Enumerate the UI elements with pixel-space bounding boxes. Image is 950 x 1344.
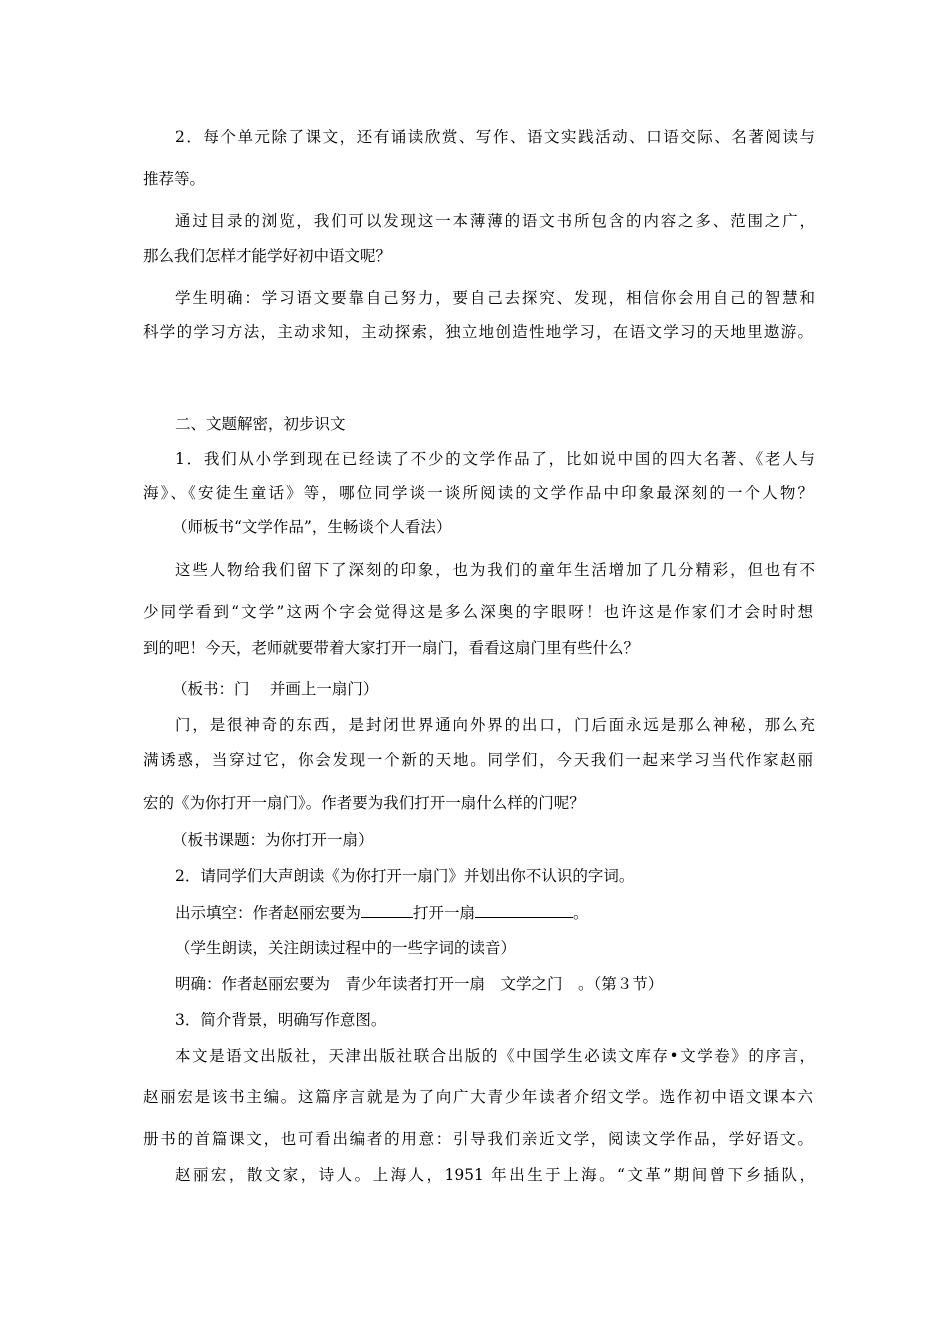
paragraph-line: 那么我们怎样才能学好初中语文呢？ [143, 247, 392, 265]
paragraph-line: （板书课题：为你打开一扇） [172, 831, 374, 849]
paragraph-line: 本文是语文出版社，天津出版社联合出版的《中国学生必读文库存•文学卷》的序言， [175, 1047, 815, 1065]
paragraph-line: 少同学看到“文学”这两个字会觉得这是多么深奥的字眼呀！也许这是作家们才会时时想 [143, 603, 813, 621]
answer-blank [361, 902, 413, 918]
paragraph-line: 推荐等。 [143, 170, 206, 188]
paragraph-line: 学生明确：学习语文要靠自己努力，要自己去探究、发现，相信你会用自己的智慧和 [175, 289, 815, 307]
fill-in-blank-line [175, 902, 815, 923]
fill-suffix: 。 [573, 904, 589, 922]
answer-blank [475, 902, 573, 918]
paragraph-line: 1．我们从小学到现在已经读了不少的文学作品了，比如说中国的四大名著、《老人与 [175, 450, 815, 468]
paragraph-line: 2．每个单元除了课文，还有诵读欣赏、写作、语文实践活动、口语交际、名著阅读与 [175, 128, 815, 146]
fill-middle: 打开一扇 [413, 904, 476, 922]
paragraph-line: 赵丽宏是该书主编。这篇序言就是为了向广大青少年读者介绍文学。选作初中语文课本六 [143, 1088, 813, 1106]
paragraph-line: （学生朗读，关注朗读过程中的一些字词的读音） [175, 939, 517, 957]
paragraph-line: 赵丽宏，散文家，诗人。上海人，1951 年出生于上海。“文革”期间曾下乡插队， [175, 1166, 815, 1184]
paragraph-line: 2．请同学们大声朗读《为你打开一扇门》并划出你不认识的字词。 [175, 867, 635, 885]
paragraph-line: 3．简介背景，明确写作意图。 [175, 1011, 387, 1029]
paragraph-line: 科学的学习方法，主动求知，主动探索，独立地创造性地学习，在语文学习的天地里遨游。 [143, 323, 813, 341]
paragraph-line: 通过目录的浏览，我们可以发现这一本薄薄的语文书所包含的内容之多、范围之广， [175, 212, 815, 230]
paragraph-line: 到的吧！今天，老师就要带着大家打开一扇门，看看这扇门里有些什么？ [143, 639, 640, 657]
section-heading: 二、文题解密，初步识文 [175, 415, 346, 433]
paragraph-line: 满诱惑，当穿过它，你会发现一个新的天地。同学们，今天我们一起来学习当代作家赵丽 [143, 751, 813, 769]
paragraph-line: 海》、《安徒生童话》等，哪位同学谈一谈所阅读的文学作品中印象最深刻的一个人物？ [143, 484, 813, 502]
paragraph-line: 这些人物给我们留下了深刻的印象，也为我们的童年生活增加了几分精彩，但也有不 [175, 561, 815, 579]
paragraph-line: （师板书“文学作品”，生畅谈个人看法） [172, 518, 452, 536]
paragraph-line: 明确：作者赵丽宏要为 青少年读者打开一扇 文学之门 。（第３节） [175, 975, 664, 993]
paragraph-line: 宏的《为你打开一扇门》。作者要为我们打开一扇什么样的门呢？ [143, 794, 585, 812]
paragraph-line: 册书的首篇课文，也可看出编者的用意：引导我们亲近文学，阅读文学作品，学好语文。 [143, 1130, 813, 1148]
paragraph-line: （板书：门 并画上一扇门） [172, 680, 379, 698]
fill-prefix: 出示填空：作者赵丽宏要为 [175, 904, 362, 922]
paragraph-line: 门，是很神奇的东西，是封闭世界通向外界的出口，门后面永远是那么神秘，那么充 [175, 716, 815, 734]
